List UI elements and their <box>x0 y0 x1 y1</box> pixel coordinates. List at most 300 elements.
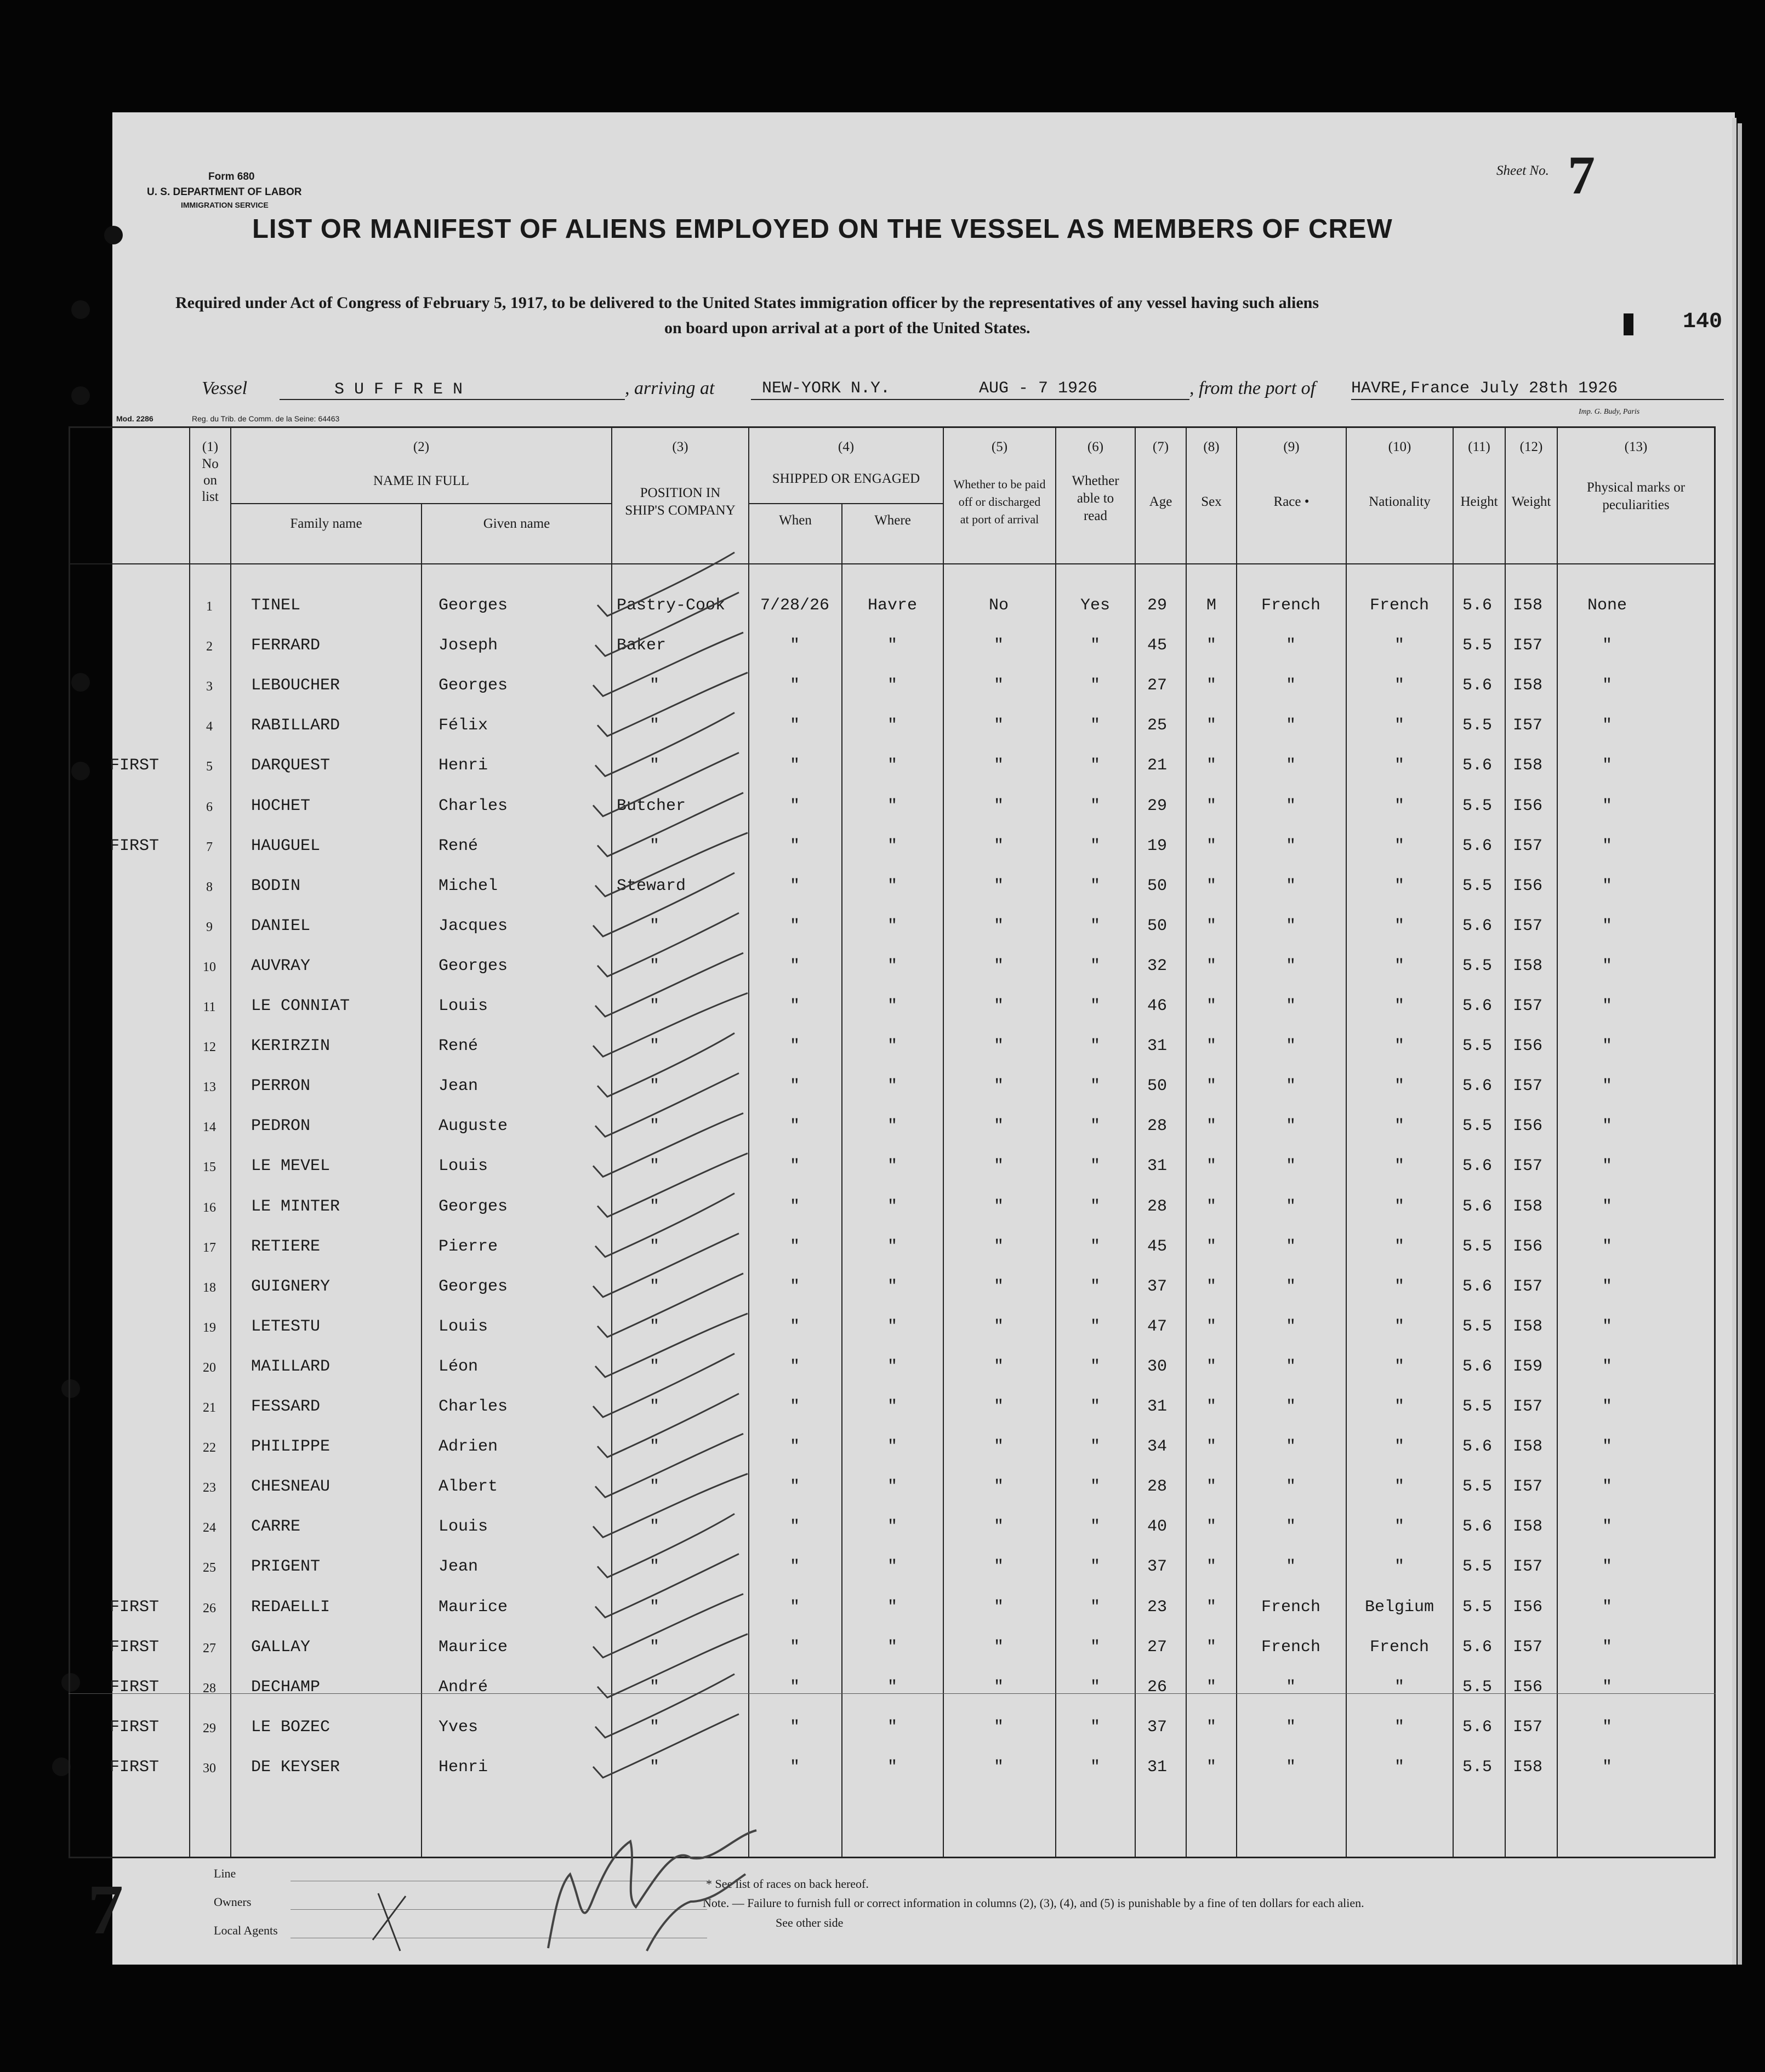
sex: " <box>1206 1757 1217 1777</box>
physical-marks: " <box>1602 1237 1613 1256</box>
sex: " <box>1206 1677 1217 1697</box>
age: 28 <box>1147 1477 1168 1497</box>
physical-marks: " <box>1602 1157 1613 1176</box>
paid-off: " <box>993 1717 1004 1737</box>
age: 50 <box>1147 1077 1168 1096</box>
height: 5.5 <box>1462 1397 1493 1416</box>
sex: " <box>1206 1277 1217 1296</box>
physical-marks: " <box>1602 1357 1613 1376</box>
col9-header: Race • <box>1273 494 1309 509</box>
height: 5.5 <box>1462 1037 1493 1056</box>
race: " <box>1285 716 1296 735</box>
given-name: Louis <box>439 1317 488 1336</box>
family-name: GALLAY <box>251 1637 311 1657</box>
weight: I56 <box>1513 876 1543 895</box>
age: 34 <box>1147 1437 1168 1457</box>
sex: " <box>1206 997 1217 1015</box>
age: 27 <box>1147 676 1168 695</box>
height: 5.5 <box>1462 716 1493 735</box>
shipped-where: " <box>887 1517 898 1537</box>
given-name: Félix <box>439 716 488 735</box>
family-name: REDAELLI <box>251 1597 331 1617</box>
given-name: Yves <box>439 1717 479 1737</box>
race: " <box>1285 1757 1296 1777</box>
shipped-when: " <box>789 1557 800 1577</box>
position: " <box>650 1477 660 1497</box>
shipped-where: " <box>887 1637 898 1657</box>
position: " <box>650 1557 660 1577</box>
shipped-when: " <box>789 1677 800 1697</box>
nationality: " <box>1394 756 1405 775</box>
vessel-name: S U F F R E N <box>334 380 463 399</box>
age: 47 <box>1147 1317 1168 1336</box>
col2-number: (2) <box>413 439 430 454</box>
paid-off: " <box>993 916 1004 935</box>
able-to-read: " <box>1090 1357 1101 1376</box>
physical-marks: " <box>1602 1717 1613 1737</box>
list-number: 6 <box>206 800 213 814</box>
age: 19 <box>1147 836 1168 855</box>
paid-off: " <box>993 796 1004 815</box>
nationality: " <box>1394 1357 1405 1376</box>
weight: I58 <box>1513 1317 1543 1336</box>
able-to-read: " <box>1090 676 1101 695</box>
physical-marks: " <box>1602 1597 1613 1617</box>
age: 29 <box>1147 596 1168 615</box>
weight: I58 <box>1513 1197 1543 1216</box>
able-to-read: " <box>1090 876 1101 895</box>
shipped-where: " <box>887 1757 898 1777</box>
shipped-when: " <box>789 1757 800 1777</box>
race: " <box>1285 876 1296 895</box>
physical-marks: " <box>1602 1677 1613 1697</box>
sex: " <box>1206 676 1217 695</box>
physical-marks: " <box>1602 1117 1613 1136</box>
race: " <box>1285 636 1296 655</box>
shipped-where: " <box>887 1197 898 1216</box>
physical-marks: " <box>1602 1077 1613 1096</box>
given-name: Louis <box>439 1157 488 1176</box>
shipped-when: " <box>789 1357 800 1376</box>
able-to-read: " <box>1090 756 1101 775</box>
family-name: DANIEL <box>251 916 311 935</box>
age: 21 <box>1147 756 1168 775</box>
position: " <box>650 956 660 975</box>
col11-header: Height <box>1460 494 1498 509</box>
given-name: Jean <box>439 1077 479 1096</box>
shipped-when: " <box>789 1077 800 1096</box>
list-number: 15 <box>203 1160 216 1175</box>
list-number: 10 <box>203 960 216 974</box>
given-name: Pierre <box>439 1237 498 1256</box>
nationality: " <box>1394 796 1405 815</box>
nationality: " <box>1394 1677 1405 1697</box>
list-number: 30 <box>203 1761 216 1776</box>
height: 5.5 <box>1462 1237 1493 1256</box>
age: 45 <box>1147 636 1168 655</box>
nationality: French <box>1369 596 1430 615</box>
height: 5.6 <box>1462 1197 1493 1216</box>
given-name: André <box>439 1677 488 1697</box>
paid-off: " <box>993 1597 1004 1617</box>
race: " <box>1285 1197 1296 1216</box>
shipped-where: " <box>887 1237 898 1256</box>
height: 5.6 <box>1462 916 1493 935</box>
race: French <box>1261 1637 1321 1657</box>
weight: I56 <box>1513 1117 1543 1136</box>
position: " <box>650 1037 660 1056</box>
paid-off: " <box>993 1357 1004 1376</box>
given-name: René <box>439 836 479 855</box>
able-to-read: " <box>1090 1037 1101 1056</box>
position: Baker <box>617 636 667 655</box>
shipped-where: " <box>887 1077 898 1096</box>
paid-off: " <box>993 836 1004 855</box>
race: " <box>1285 1077 1296 1096</box>
col4b-header: Where <box>874 513 911 528</box>
col11-number: (11) <box>1468 439 1490 454</box>
race: " <box>1285 756 1296 775</box>
given-name: Charles <box>439 1397 508 1416</box>
given-name: Maurice <box>439 1637 508 1657</box>
nationality: " <box>1394 636 1405 655</box>
race: " <box>1285 1437 1296 1457</box>
given-name: Louis <box>439 1517 488 1537</box>
position: " <box>650 1077 660 1096</box>
page-title: LIST OR MANIFEST OF ALIENS EMPLOYED ON THE VESSEL AS MEMBERS OF CREW <box>252 214 1393 244</box>
weight: I57 <box>1513 716 1543 735</box>
physical-marks: " <box>1602 1397 1613 1416</box>
sex: " <box>1206 1077 1217 1096</box>
height: 5.5 <box>1462 876 1493 895</box>
position: " <box>650 716 660 735</box>
first-class-note: FIRST <box>110 836 160 855</box>
able-to-read: " <box>1090 1077 1101 1096</box>
race: " <box>1285 1037 1296 1056</box>
sheet-number: 7 <box>1568 145 1595 206</box>
weight: I58 <box>1513 1757 1543 1777</box>
shipped-when: " <box>789 1397 800 1416</box>
race: French <box>1261 1597 1321 1617</box>
age: 28 <box>1147 1197 1168 1216</box>
shipped-where: " <box>887 836 898 855</box>
age: 46 <box>1147 997 1168 1015</box>
sex: " <box>1206 756 1217 775</box>
col8-number: (8) <box>1203 439 1220 454</box>
weight: I58 <box>1513 1517 1543 1537</box>
age: 26 <box>1147 1677 1168 1697</box>
list-number: 14 <box>203 1120 216 1135</box>
physical-marks: " <box>1602 756 1613 775</box>
shipped-where: " <box>887 1557 898 1577</box>
given-name: Georges <box>439 676 508 695</box>
position: " <box>650 1237 660 1256</box>
family-name: PRIGENT <box>251 1557 321 1577</box>
age: 50 <box>1147 876 1168 895</box>
height: 5.5 <box>1462 1117 1493 1136</box>
shipped-where: " <box>887 716 898 735</box>
list-number: 24 <box>203 1521 216 1536</box>
weight: I57 <box>1513 1077 1543 1096</box>
paid-off: " <box>993 1277 1004 1296</box>
agents-label: Local Agents <box>214 1923 278 1937</box>
able-to-read: " <box>1090 1117 1101 1136</box>
shipped-when: " <box>789 1317 800 1336</box>
height: 5.6 <box>1462 596 1493 615</box>
sex: " <box>1206 1037 1217 1056</box>
list-number: 21 <box>203 1401 216 1415</box>
subtitle-line-1: Required under Act of Congress of February 5, 1917, to be delivered to the United States immigration officer by the representatives of any vessel having such aliens <box>175 294 1319 312</box>
shipped-when: " <box>789 676 800 695</box>
sex: " <box>1206 876 1217 895</box>
height: 5.5 <box>1462 1317 1493 1336</box>
shipped-where: " <box>887 636 898 655</box>
able-to-read: " <box>1090 636 1101 655</box>
shipped-where: " <box>887 1397 898 1416</box>
age: 50 <box>1147 916 1168 935</box>
race: " <box>1285 1677 1296 1697</box>
sex: " <box>1206 1157 1217 1176</box>
race: " <box>1285 997 1296 1015</box>
able-to-read: " <box>1090 1477 1101 1497</box>
department: U. S. DEPARTMENT OF LABOR <box>147 186 302 198</box>
weight: I57 <box>1513 1477 1543 1497</box>
race: " <box>1285 676 1296 695</box>
col13-number: (13) <box>1624 439 1648 454</box>
shipped-where: " <box>887 1357 898 1376</box>
family-name: LETESTU <box>251 1317 321 1336</box>
age: 31 <box>1147 1037 1168 1056</box>
nationality: Belgium <box>1364 1597 1434 1617</box>
height: 5.5 <box>1462 636 1493 655</box>
physical-marks: " <box>1602 1277 1613 1296</box>
shipped-where: " <box>887 756 898 775</box>
weight: I57 <box>1513 1557 1543 1577</box>
nationality: " <box>1394 1477 1405 1497</box>
race: " <box>1285 1157 1296 1176</box>
physical-marks: " <box>1602 1037 1613 1056</box>
list-number: 4 <box>206 720 213 734</box>
arriving-label: , arriving at <box>625 378 715 398</box>
given-name: Henri <box>439 756 488 775</box>
nationality: " <box>1394 1237 1405 1256</box>
given-name: Louis <box>439 997 488 1015</box>
sex: " <box>1206 1477 1217 1497</box>
able-to-read: " <box>1090 1397 1101 1416</box>
given-name: Michel <box>439 876 498 895</box>
list-number: 29 <box>203 1721 216 1736</box>
family-name: FESSARD <box>251 1397 321 1416</box>
nationality: " <box>1394 1197 1405 1216</box>
sex: " <box>1206 1197 1217 1216</box>
paid-off: " <box>993 1317 1004 1336</box>
able-to-read: " <box>1090 836 1101 855</box>
shipped-when: " <box>789 1517 800 1537</box>
position: " <box>650 997 660 1015</box>
family-name: HAUGUEL <box>251 836 321 855</box>
age: 31 <box>1147 1157 1168 1176</box>
weight: I57 <box>1513 1157 1543 1176</box>
shipped-where: " <box>887 796 898 815</box>
height: 5.5 <box>1462 1557 1493 1577</box>
shipped-where: " <box>887 1037 898 1056</box>
position: " <box>650 1597 660 1617</box>
given-name: René <box>439 1037 479 1056</box>
list-number: 16 <box>203 1200 216 1215</box>
sex: " <box>1206 956 1217 975</box>
weight: I57 <box>1513 916 1543 935</box>
list-number: 8 <box>206 880 213 894</box>
sheet-label: Sheet No. <box>1496 163 1549 178</box>
position: " <box>650 1437 660 1457</box>
other-side-note: See other side <box>776 1916 844 1930</box>
shipped-when: " <box>789 916 800 935</box>
paid-off: " <box>993 1477 1004 1497</box>
weight: I56 <box>1513 1597 1543 1617</box>
paid-off: " <box>993 1037 1004 1056</box>
shipped-where: " <box>887 1157 898 1176</box>
weight: I58 <box>1513 956 1543 975</box>
able-to-read: " <box>1090 1317 1101 1336</box>
height: 5.6 <box>1462 1277 1493 1296</box>
age: 23 <box>1147 1597 1168 1617</box>
shipped-where: " <box>887 1317 898 1336</box>
list-number: 19 <box>203 1320 216 1335</box>
given-name: Maurice <box>439 1597 508 1617</box>
list-number: 13 <box>203 1080 216 1095</box>
family-name: DARQUEST <box>251 756 331 775</box>
given-name: Georges <box>439 596 508 615</box>
age: 45 <box>1147 1237 1168 1256</box>
height: 5.5 <box>1462 956 1493 975</box>
line-label: Line <box>214 1866 236 1880</box>
paid-off: " <box>993 1197 1004 1216</box>
able-to-read: " <box>1090 1277 1101 1296</box>
col2-header: NAME IN FULL <box>373 473 469 488</box>
able-to-read: " <box>1090 1637 1101 1657</box>
physical-marks: " <box>1602 1757 1613 1777</box>
physical-marks: " <box>1602 676 1613 695</box>
able-to-read: Yes <box>1080 596 1111 615</box>
physical-marks: " <box>1602 796 1613 815</box>
age: 37 <box>1147 1717 1168 1737</box>
able-to-read: " <box>1090 997 1101 1015</box>
paid-off: No <box>988 596 1009 615</box>
list-number: 17 <box>203 1240 216 1255</box>
nationality: " <box>1394 1517 1405 1537</box>
physical-marks: " <box>1602 876 1613 895</box>
shipped-where: " <box>887 1717 898 1737</box>
physical-marks: " <box>1602 636 1613 655</box>
col3-header: POSITION IN SHIP'S COMPANY <box>625 486 736 518</box>
position: " <box>650 1357 660 1376</box>
able-to-read: " <box>1090 1677 1101 1697</box>
race: French <box>1261 596 1321 615</box>
paid-off: " <box>993 956 1004 975</box>
col5-number: (5) <box>991 439 1008 454</box>
col4a-header: When <box>779 513 812 528</box>
given-name: Auguste <box>439 1117 508 1136</box>
paid-off: " <box>993 1397 1004 1416</box>
nationality: " <box>1394 1277 1405 1296</box>
position: " <box>650 916 660 935</box>
sex: " <box>1206 1517 1217 1537</box>
col3-number: (3) <box>672 439 688 454</box>
shipped-when: " <box>789 636 800 655</box>
sex: " <box>1206 1357 1217 1376</box>
position: " <box>650 1637 660 1657</box>
nationality: " <box>1394 1557 1405 1577</box>
family-name: HOCHET <box>251 796 311 815</box>
shipped-when: " <box>789 1277 800 1296</box>
shipped-where: " <box>887 1117 898 1136</box>
shipped-when: " <box>789 956 800 975</box>
nationality: " <box>1394 1317 1405 1336</box>
shipped-when: 7/28/26 <box>760 596 830 615</box>
physical-marks: " <box>1602 1557 1613 1577</box>
first-class-note: FIRST <box>110 1677 160 1697</box>
height: 5.5 <box>1462 1477 1493 1497</box>
owners-label: Owners <box>214 1895 252 1909</box>
age: 37 <box>1147 1277 1168 1296</box>
paid-off: " <box>993 1557 1004 1577</box>
sex: " <box>1206 1237 1217 1256</box>
paid-off: " <box>993 997 1004 1015</box>
list-number: 5 <box>206 760 213 774</box>
col10-number: (10) <box>1388 439 1411 454</box>
height: 5.6 <box>1462 1077 1493 1096</box>
position: " <box>650 756 660 775</box>
shipped-when: " <box>789 1437 800 1457</box>
height: 5.6 <box>1462 1357 1493 1376</box>
col6-header: Whether able to read <box>1072 473 1119 523</box>
race: " <box>1285 1237 1296 1256</box>
able-to-read: " <box>1090 1237 1101 1256</box>
col4-number: (4) <box>838 439 855 454</box>
race: " <box>1285 1277 1296 1296</box>
physical-marks: " <box>1602 716 1613 735</box>
family-name: LE MINTER <box>251 1197 340 1216</box>
shipped-when: " <box>789 716 800 735</box>
race: " <box>1285 1357 1296 1376</box>
paid-off: " <box>993 676 1004 695</box>
position: Butcher <box>617 796 686 815</box>
from-label: , from the port of <box>1189 378 1316 398</box>
list-number: 25 <box>203 1561 216 1576</box>
family-name: LE BOZEC <box>251 1717 331 1737</box>
nationality: " <box>1394 1037 1405 1056</box>
subtitle-line-2: on board upon arrival at a port of the United States. <box>664 319 1030 337</box>
height: 5.5 <box>1462 1597 1493 1617</box>
stamp-number: 140 <box>1683 310 1723 334</box>
age: 28 <box>1147 1117 1168 1136</box>
height: 5.6 <box>1462 836 1493 855</box>
sex: " <box>1206 716 1217 735</box>
height: 5.6 <box>1462 1437 1493 1457</box>
position: " <box>650 1117 660 1136</box>
sex: " <box>1206 1397 1217 1416</box>
given-name: Georges <box>439 956 508 975</box>
physical-marks: " <box>1602 956 1613 975</box>
race: " <box>1285 1557 1296 1577</box>
position: Pastry-Cook <box>617 596 726 615</box>
family-name: LE MEVEL <box>251 1157 331 1176</box>
sex: " <box>1206 1717 1217 1737</box>
from-port: HAVRE,France July 28th 1926 <box>1351 379 1618 398</box>
shipped-when: " <box>789 796 800 815</box>
shipped-when: " <box>789 1717 800 1737</box>
race: " <box>1285 916 1296 935</box>
